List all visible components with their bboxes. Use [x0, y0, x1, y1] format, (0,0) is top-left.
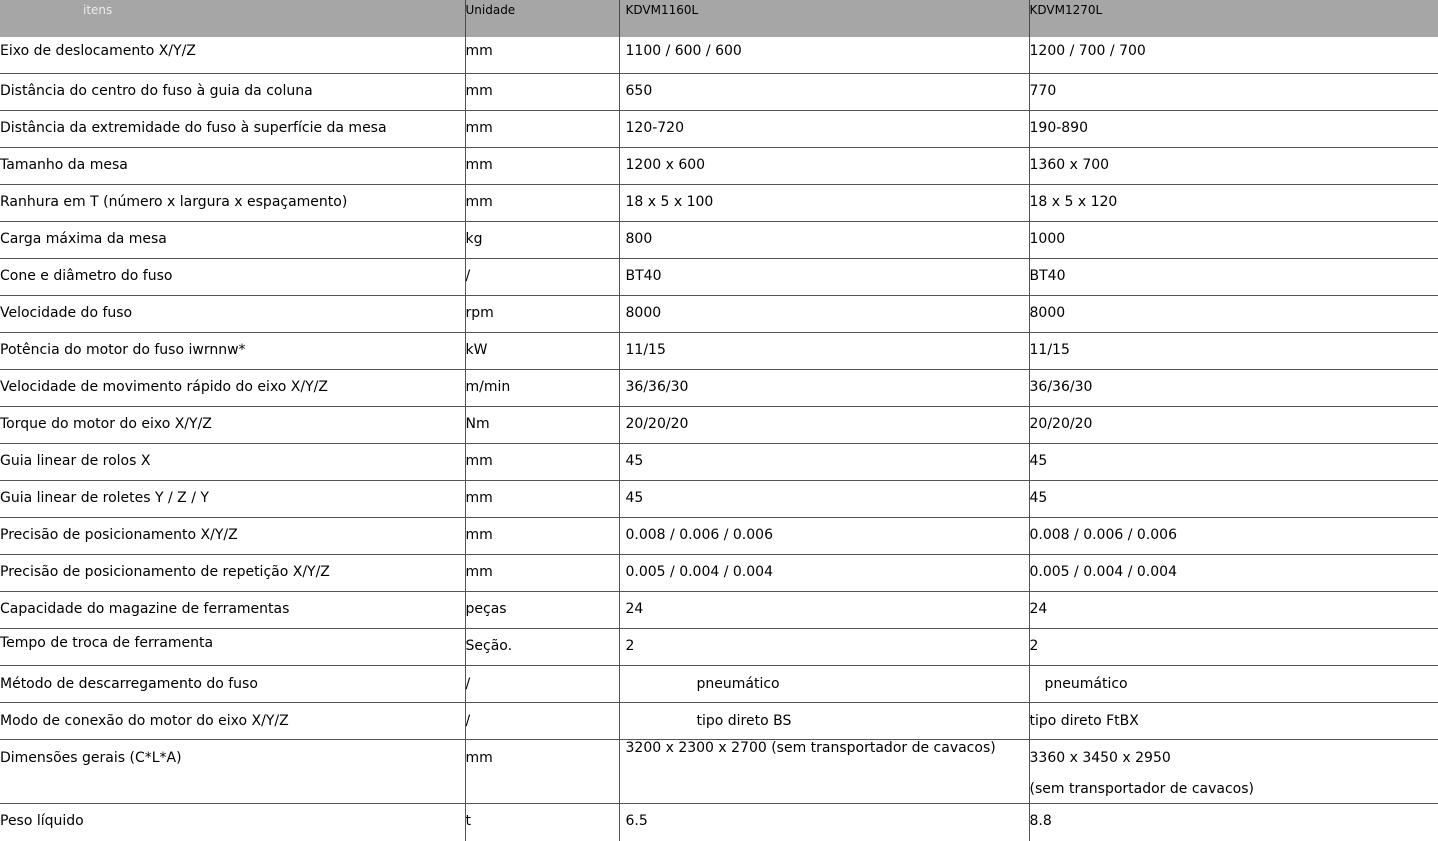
model2-cell: [1029, 481, 1438, 518]
table-row: [0, 333, 1438, 370]
table-header: [0, 0, 1438, 37]
unit-value: peças: [466, 592, 619, 618]
model2-value: 20/20/20: [1030, 407, 1438, 433]
item-cell: [0, 259, 465, 296]
model1-value: 6.5: [620, 804, 1029, 830]
table-row: [0, 148, 1438, 185]
model1-cell: [619, 804, 1029, 841]
model2-value: BT40: [1030, 259, 1438, 285]
model2-cell: [1029, 222, 1438, 259]
model2-value: 1200 / 700 / 700: [1030, 37, 1438, 60]
item-cell: [0, 37, 465, 74]
unit-cell: [465, 407, 619, 444]
model2-value: 45: [1030, 481, 1438, 507]
model2-value: 36/36/30: [1030, 370, 1438, 396]
model1-cell: [619, 444, 1029, 481]
item-label: Distância da extremidade do fuso à superfície da mesa: [0, 111, 465, 137]
unit-cell: [465, 185, 619, 222]
model1-cell: [619, 111, 1029, 148]
model2-value: 1000: [1030, 222, 1438, 248]
table-row: [0, 111, 1438, 148]
item-cell: [0, 444, 465, 481]
item-cell: [0, 333, 465, 370]
model2-value: 8.8: [1030, 804, 1438, 830]
item-cell: [0, 481, 465, 518]
model2-cell: [1029, 185, 1438, 222]
model2-value: 8000: [1030, 296, 1438, 322]
item-cell: [0, 148, 465, 185]
unit-cell: [465, 296, 619, 333]
model1-cell: [619, 592, 1029, 629]
unit-value: Seção.: [466, 629, 619, 655]
unit-value: mm: [466, 37, 619, 60]
item-label: Cone e diâmetro do fuso: [0, 259, 465, 285]
model2-cell: [1029, 37, 1438, 74]
model1-cell: [619, 555, 1029, 592]
unit-cell: [465, 333, 619, 370]
model1-cell: [619, 148, 1029, 185]
model1-value: 20/20/20: [620, 407, 1029, 433]
unit-value: /: [466, 259, 619, 285]
header-model1: [619, 0, 1029, 37]
model2-value: 1360 x 700: [1030, 148, 1438, 174]
item-cell: [0, 185, 465, 222]
unit-value: m/min: [466, 370, 619, 396]
unit-value: mm: [466, 444, 619, 470]
item-label: Precisão de posicionamento X/Y/Z: [0, 518, 465, 544]
model1-value: 11/15: [620, 333, 1029, 359]
model2-cell: [1029, 370, 1438, 407]
model2-value: 190-890: [1030, 111, 1438, 137]
unit-value: /: [466, 666, 619, 693]
item-cell: [0, 74, 465, 111]
model2-cell: [1029, 804, 1438, 841]
table-row: [0, 592, 1438, 629]
table-row: [0, 703, 1438, 740]
item-label: Modo de conexão do motor do eixo X/Y/Z: [0, 703, 465, 730]
item-cell: [0, 111, 465, 148]
table-row: [0, 481, 1438, 518]
unit-value: t: [466, 804, 619, 830]
item-label: Tempo de troca de ferramenta: [0, 629, 465, 652]
header-unit-label: Unidade: [466, 0, 619, 17]
unit-value: kg: [466, 222, 619, 248]
model2-value: 0.008 / 0.006 / 0.006: [1030, 518, 1438, 544]
unit-cell: [465, 518, 619, 555]
model2-value: 0.005 / 0.004 / 0.004: [1030, 555, 1438, 581]
unit-value: /: [466, 703, 619, 730]
header-model1-label: KDVM1160L: [620, 0, 1029, 17]
model1-value: 24: [620, 592, 1029, 618]
unit-cell: [465, 666, 619, 703]
model2-cell: [1029, 555, 1438, 592]
model1-value: 45: [620, 481, 1029, 507]
model2-cell: [1029, 148, 1438, 185]
model1-cell: [619, 518, 1029, 555]
item-label: Precisão de posicionamento de repetição X/Y/Z: [0, 555, 465, 581]
model1-value: 45: [620, 444, 1029, 470]
header-items: [0, 0, 465, 37]
table-row: [0, 740, 1438, 804]
model1-value: 800: [620, 222, 1029, 248]
unit-value: Nm: [466, 407, 619, 433]
model1-cell: [619, 185, 1029, 222]
item-label: Eixo de deslocamento X/Y/Z: [0, 37, 465, 60]
model2-value: 45: [1030, 444, 1438, 470]
model2-cell: [1029, 74, 1438, 111]
model2-value: 24: [1030, 592, 1438, 618]
item-label: Torque do motor do eixo X/Y/Z: [0, 407, 465, 433]
unit-value: mm: [466, 185, 619, 211]
unit-value: mm: [466, 518, 619, 544]
item-label: Potência do motor do fuso iwrnnw*: [0, 333, 465, 359]
model1-value: 0.005 / 0.004 / 0.004: [620, 555, 1029, 581]
model1-value: 8000: [620, 296, 1029, 322]
unit-cell: [465, 74, 619, 111]
item-cell: [0, 222, 465, 259]
model1-cell: [619, 74, 1029, 111]
unit-value: kW: [466, 333, 619, 359]
unit-cell: [465, 148, 619, 185]
model1-cell: [619, 481, 1029, 518]
item-cell: [0, 518, 465, 555]
item-label: Guia linear de rolos X: [0, 444, 465, 470]
unit-cell: [465, 804, 619, 841]
item-cell: [0, 804, 465, 841]
item-label: Guia linear de roletes Y / Z / Y: [0, 481, 465, 507]
table-row: [0, 666, 1438, 703]
unit-cell: [465, 259, 619, 296]
unit-cell: [465, 555, 619, 592]
item-label: Método de descarregamento do fuso: [0, 666, 465, 693]
item-cell: [0, 629, 465, 666]
model2-value: pneumático: [1030, 666, 1438, 693]
item-label: Velocidade de movimento rápido do eixo X/Y/Z: [0, 370, 465, 396]
model2-cell: [1029, 259, 1438, 296]
item-cell: [0, 407, 465, 444]
item-cell: [0, 666, 465, 703]
unit-cell: [465, 592, 619, 629]
item-label: Capacidade do magazine de ferramentas: [0, 592, 465, 618]
unit-cell: [465, 444, 619, 481]
model1-value: tipo direto BS: [620, 703, 1029, 730]
item-cell: [0, 296, 465, 333]
table-row: [0, 37, 1438, 74]
table-row: [0, 370, 1438, 407]
item-cell: [0, 740, 465, 804]
model2-value: tipo direto FtBX: [1030, 703, 1438, 730]
table-row: [0, 804, 1438, 841]
unit-cell: [465, 481, 619, 518]
table-row: [0, 222, 1438, 259]
table-row: [0, 629, 1438, 666]
table-row: [0, 555, 1438, 592]
model2-cell: [1029, 629, 1438, 666]
model2-cell: [1029, 333, 1438, 370]
item-label: Carga máxima da mesa: [0, 222, 465, 248]
unit-value: rpm: [466, 296, 619, 322]
unit-cell: [465, 740, 619, 804]
unit-cell: [465, 111, 619, 148]
table-row: [0, 518, 1438, 555]
model1-cell: [619, 370, 1029, 407]
header-unit: [465, 0, 619, 37]
item-label: Distância do centro do fuso à guia da coluna: [0, 74, 465, 100]
model2-cell: [1029, 518, 1438, 555]
table-row: [0, 407, 1438, 444]
header-row: [0, 0, 1438, 37]
unit-value: mm: [466, 74, 619, 100]
table-row: [0, 444, 1438, 481]
model1-value: 2: [620, 629, 1029, 655]
unit-value: mm: [466, 148, 619, 174]
model2-value: 2: [1030, 629, 1438, 655]
model1-cell: [619, 629, 1029, 666]
model2-cell: [1029, 444, 1438, 481]
item-cell: [0, 555, 465, 592]
model1-cell: [619, 407, 1029, 444]
model2-cell: [1029, 740, 1438, 804]
item-cell: [0, 370, 465, 407]
model2-value: 3360 x 3450 x 2950: [1030, 740, 1438, 767]
item-cell: [0, 592, 465, 629]
unit-value: mm: [466, 740, 619, 767]
model2-value-note: (sem transportador de cavacos): [1030, 767, 1438, 797]
model2-cell: [1029, 592, 1438, 629]
model2-cell: [1029, 111, 1438, 148]
table-body: [0, 37, 1438, 841]
unit-cell: [465, 222, 619, 259]
unit-value: mm: [466, 555, 619, 581]
model1-value: 18 x 5 x 100: [620, 185, 1029, 211]
model2-value: 18 x 5 x 120: [1030, 185, 1438, 211]
model2-cell: [1029, 407, 1438, 444]
header-model2-label: KDVM1270L: [1030, 0, 1438, 17]
unit-value: mm: [466, 481, 619, 507]
model2-cell: [1029, 666, 1438, 703]
model1-value: 650: [620, 74, 1029, 100]
model1-value: 0.008 / 0.006 / 0.006: [620, 518, 1029, 544]
model1-cell: [619, 37, 1029, 74]
model1-cell: [619, 222, 1029, 259]
table-row: [0, 74, 1438, 111]
table-row: [0, 296, 1438, 333]
unit-cell: [465, 703, 619, 740]
model1-value: 120-720: [620, 111, 1029, 137]
item-label: Peso líquido: [0, 804, 465, 830]
model1-cell: [619, 259, 1029, 296]
model1-cell: [619, 740, 1029, 804]
model2-value: 770: [1030, 74, 1438, 100]
unit-cell: [465, 629, 619, 666]
item-cell: [0, 703, 465, 740]
unit-value: mm: [466, 111, 619, 137]
item-label: Tamanho da mesa: [0, 148, 465, 174]
model1-value: 1200 x 600: [620, 148, 1029, 174]
header-model2: [1029, 0, 1438, 37]
model2-value: 11/15: [1030, 333, 1438, 359]
model1-value: 3200 x 2300 x 2700 (sem transportador de cavacos): [620, 740, 1029, 757]
model1-value: 1100 / 600 / 600: [620, 37, 1029, 60]
header-items-label: itens: [0, 0, 465, 17]
model1-value: BT40: [620, 259, 1029, 285]
item-label: Dimensões gerais (C*L*A): [0, 740, 465, 767]
table-row: [0, 185, 1438, 222]
unit-cell: [465, 370, 619, 407]
model1-cell: [619, 333, 1029, 370]
model1-cell: [619, 296, 1029, 333]
model2-cell: [1029, 296, 1438, 333]
item-label: Ranhura em T (número x largura x espaçamento): [0, 185, 465, 211]
model1-value: 36/36/30: [620, 370, 1029, 396]
item-label: Velocidade do fuso: [0, 296, 465, 322]
model1-cell: [619, 703, 1029, 740]
table-row: [0, 259, 1438, 296]
unit-cell: [465, 37, 619, 74]
model2-cell: [1029, 703, 1438, 740]
model1-value: pneumático: [620, 666, 1029, 693]
model1-cell: [619, 666, 1029, 703]
